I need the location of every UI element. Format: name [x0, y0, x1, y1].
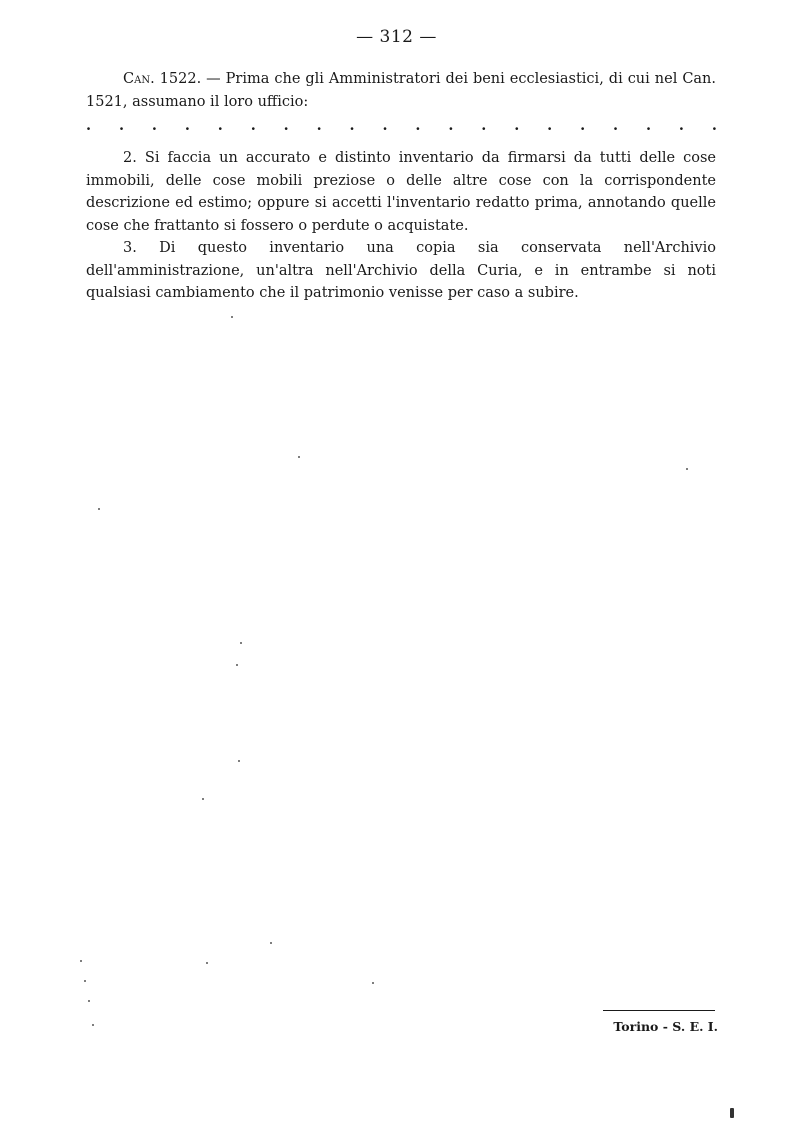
scan-speck: [88, 1000, 90, 1002]
ellipsis-dot: .: [613, 117, 619, 134]
footer-rule: [603, 1010, 715, 1011]
scan-speck: [298, 456, 300, 458]
ellipsis-dot: .: [118, 117, 124, 134]
ellipsis-dot: .: [217, 117, 223, 134]
ellipsis-dot: .: [645, 117, 651, 134]
canon-label: Can.: [123, 71, 155, 87]
ellipsis-dot: .: [678, 117, 684, 134]
omitted-text-ellipsis: [86, 115, 716, 137]
scan-speck: [84, 980, 86, 982]
ellipsis-dot: .: [283, 117, 289, 134]
ellipsis-dot: .: [481, 117, 487, 134]
ellipsis-dot: .: [415, 117, 421, 134]
ellipsis-dot: .: [316, 117, 322, 134]
ellipsis-dot: .: [514, 117, 520, 134]
scan-speck: [686, 468, 688, 470]
ellipsis-dot: .: [711, 117, 717, 134]
canon-1522-intro: [86, 68, 716, 113]
scan-speck: [202, 798, 204, 800]
ellipsis-dot: .: [580, 117, 586, 134]
paragraph-3-copy: 3. Di questo inventario una copia sia conservata nell'Archivio dell'amministrazione, un'altra nell'Archivio della Curia, e in entrambe si noti qualsiasi cambiamento che il patrimonio venisse per caso a subire.: [86, 240, 716, 301]
ellipsis-dot: .: [349, 117, 355, 134]
ellipsis-dot: .: [184, 117, 190, 134]
scan-speck: [80, 960, 82, 962]
ellipsis-dot: .: [250, 117, 256, 134]
scan-speck: [270, 942, 272, 944]
scan-speck: [372, 982, 374, 984]
scan-speck: [92, 1024, 94, 1026]
body-text: [86, 68, 716, 305]
ellipsis-dot: .: [448, 117, 454, 134]
printer-imprint: Torino - S. E. I.: [613, 1019, 718, 1034]
scan-speck: [98, 508, 100, 510]
canon-intro-text: 1522. — Prima che gli Amministratori dei beni ecclesiastici, di cui nel Can. 1521, assumano il loro ufficio:: [86, 71, 716, 110]
ellipsis-dot: .: [547, 117, 553, 134]
scan-speck: [236, 664, 238, 666]
ellipsis-dot: .: [86, 117, 92, 134]
page-number: — 312 —: [356, 27, 437, 47]
scan-speck: [240, 642, 242, 644]
scan-speck: [730, 1108, 734, 1118]
ellipsis-dot: .: [151, 117, 157, 134]
scan-speck: [206, 962, 208, 964]
scan-speck: [231, 316, 233, 318]
ellipsis-dot: .: [382, 117, 388, 134]
scan-speck: [238, 760, 240, 762]
paragraph-2-inventory: 2. Si faccia un accurato e distinto inventario da firmarsi da tutti delle cose immobili, delle cose mobili preziose o delle altre cose con la corrispondente descrizione ed estimo; oppure si accetti l'inventario redatto prima, annotando quelle cose che frattanto si fossero o perdute o acquistate.: [86, 150, 716, 234]
